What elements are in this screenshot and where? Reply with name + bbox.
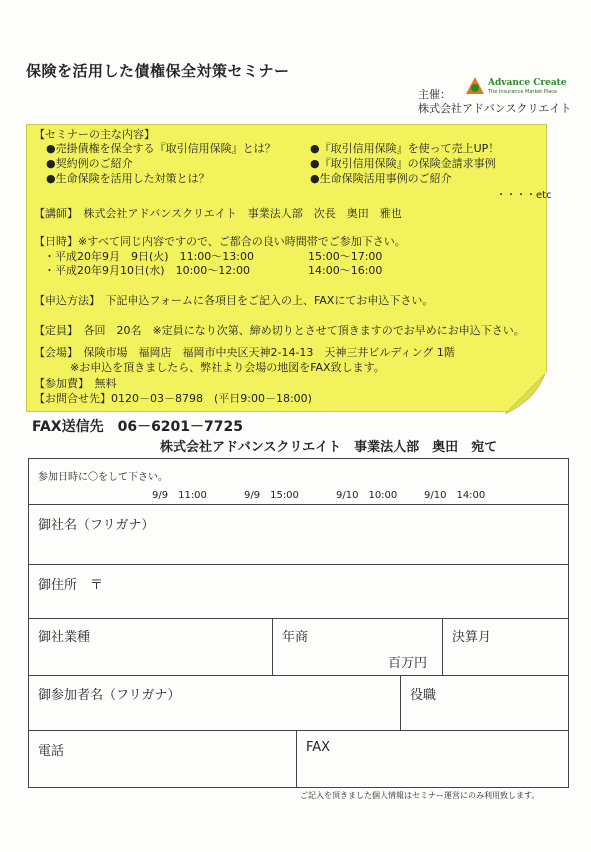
slot-option[interactable]: 9/9 15:00 — [244, 490, 299, 501]
bullet-item: ●契約例のご紹介 — [46, 157, 133, 170]
slot-option[interactable]: 9/9 11:00 — [152, 490, 207, 501]
bullet-item: ●売掛債権を保全する『取引信用保険』とは？ — [46, 142, 276, 155]
form-divider — [28, 504, 569, 505]
industry-field[interactable]: 御社業種 — [38, 630, 91, 645]
advance-create-logo-icon — [462, 74, 488, 96]
bullet-item: ●生命保険活用事例のご紹介 — [310, 172, 452, 185]
venue: 【会場】 保険市場 福岡店 福岡市中央区天神2-14-13 天神三井ビルディング 1階 — [34, 346, 455, 359]
date-slot-alt: 14:00～16:00 — [308, 264, 383, 277]
privacy-note: ご記入を頂きました個人情報はセミナー運営にのみ利用致します。 — [300, 791, 540, 800]
form-divider — [272, 618, 273, 676]
organizer-name: 株式会社アドバンスクリエイト — [418, 102, 572, 115]
contact: 【お問合せ先】0120－03－8798 (平日9:00－18:00) — [34, 392, 312, 405]
form-divider — [28, 730, 569, 731]
form-divider — [28, 618, 569, 619]
address-field[interactable]: 御住所 〒 — [38, 578, 104, 593]
form-divider — [296, 730, 297, 787]
page-curl-icon — [505, 370, 549, 414]
form-divider — [400, 675, 401, 731]
phone-field[interactable]: 電話 — [38, 744, 65, 759]
revenue-unit: 百万円 — [388, 656, 428, 671]
fax-recipient: 株式会社アドバンスクリエイト 事業法人部 奥田 宛て — [160, 440, 498, 455]
date-slot: ・平成20年9月 9日(火) 11:00～13:00 — [44, 250, 254, 263]
form-divider — [28, 564, 569, 565]
etc-note: ・・・・etc — [496, 190, 552, 201]
company-name-field[interactable]: 御社名（フリガナ） — [38, 518, 155, 533]
slot-option[interactable]: 9/10 14:00 — [424, 490, 486, 501]
bullet-item: ●『取引信用保険』を使って売上UP！ — [310, 142, 500, 155]
application-form — [28, 458, 569, 788]
logo-text: Advance Create — [488, 78, 567, 88]
slot-instruction: 参加日時に〇をして下さい。 — [38, 472, 168, 483]
venue-note: ※お申込を頂きましたら、弊社より会場の地図をFAX致します。 — [70, 361, 385, 374]
fax-field[interactable]: FAX — [306, 740, 331, 755]
date-heading: 【日時】※すべて同じ内容ですので、ご都合の良い時間帯でご参加下さい。 — [34, 235, 406, 248]
date-slot: ・平成20年9月10日(水) 10:00～12:00 — [44, 264, 250, 277]
bullet-item: ●『取引信用保険』の保険金請求事例 — [310, 157, 496, 170]
bullet-item: ●生命保険を活用した対策とは？ — [46, 172, 210, 185]
lecturer-line: 【講師】 株式会社アドバンスクリエイト 事業法人部 次長 奥田 雅也 — [34, 207, 402, 220]
fax-number-heading: FAX送信先 06－6201－7725 — [32, 419, 243, 435]
position-field[interactable]: 役職 — [410, 688, 437, 703]
revenue-field[interactable]: 年商 — [282, 630, 309, 645]
slot-option[interactable]: 9/10 10:00 — [336, 490, 398, 501]
contents-heading: 【セミナーの主な内容】 — [34, 128, 155, 141]
page-title: 保険を活用した債権保全対策セミナー — [26, 62, 290, 80]
participant-name-field[interactable]: 御参加者名（フリガナ） — [38, 688, 181, 703]
form-divider — [28, 675, 569, 676]
date-slot-alt: 15:00～17:00 — [308, 250, 383, 263]
fiscal-month-field[interactable]: 決算月 — [452, 630, 492, 645]
capacity: 【定員】 各回 20名 ※定員になり次第、締め切りとさせて頂きますのでお早めにお申込下さい。 — [34, 324, 525, 337]
organizer-label: 主催： — [418, 88, 451, 101]
logo-subtext: The Insurance Market Place — [488, 89, 558, 95]
form-divider — [442, 618, 443, 676]
apply-method: 【申込方法】 下記申込フォームに各項目をご記入の上、FAXにてお申込下さい。 — [34, 294, 434, 307]
fee: 【参加費】 無料 — [34, 377, 117, 390]
